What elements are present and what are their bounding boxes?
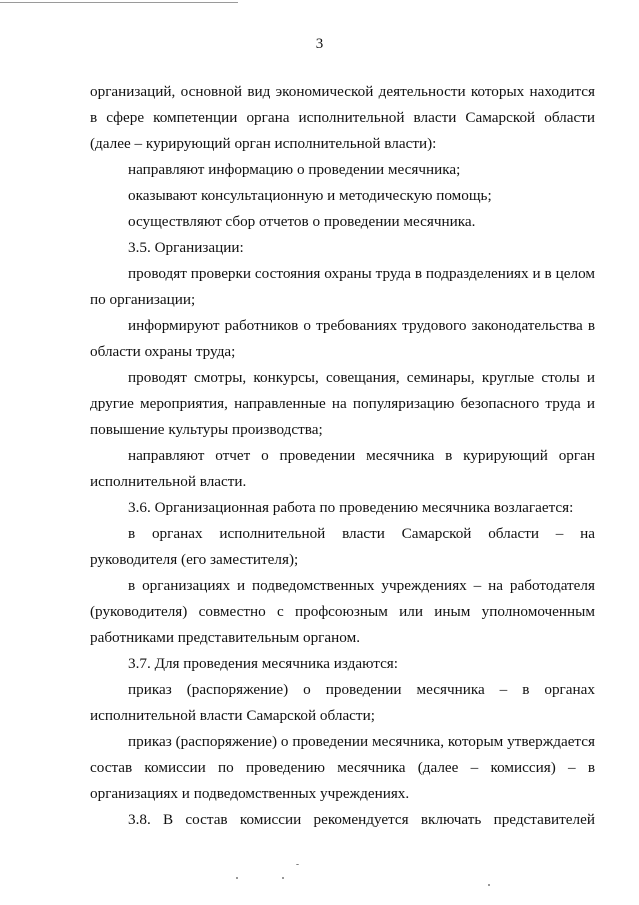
- section-3-7-heading: 3.7. Для проведения месячника издаются:: [128, 655, 399, 672]
- paragraph-3: оказывают консультационную и методическую помощь;: [128, 187, 492, 204]
- paragraph-7: информируют работников о требованиях трудового законодательства в области охраны труда;: [90, 317, 595, 360]
- paragraph-12: в организациях и подведомственных учреждениях – на работодателя (руководителя) совместно с профсоюзным или иным уполномоченным работниками представительным органом.: [90, 577, 595, 646]
- scan-speck: [488, 884, 490, 886]
- paragraph-11: в органах исполнительной власти Самарской области – на руководителя (его заместителя);: [90, 525, 595, 568]
- paragraph-8: проводят смотры, конкурсы, совещания, семинары, круглые столы и другие мероприятия, направленные на популяризацию безопасного труда и повышение культуры производства;: [90, 369, 595, 438]
- scan-speck: [236, 877, 238, 879]
- document-body: [90, 79, 595, 833]
- scan-speck: [282, 877, 284, 879]
- paragraph-15: приказ (распоряжение) о проведении месячника, которым утверждается состав комиссии по проведению месячника (далее – комиссия) – в организациях и подведомственных учреждениях.: [90, 733, 595, 802]
- paragraph-9: направляют отчет о проведении месячника в курирующий орган исполнительной власти.: [90, 447, 595, 490]
- paragraph-4: осуществляют сбор отчетов о проведении месячника.: [128, 213, 476, 230]
- page-number: 3: [315, 36, 324, 52]
- paragraph-2: направляют информацию о проведении месячника;: [128, 161, 461, 178]
- section-3-6-heading: 3.6. Организационная работа по проведению месячника возлагается:: [128, 499, 574, 516]
- paragraph-1: организаций, основной вид экономической деятельности которых находится в сфере компетенции органа исполнительной власти Самарской области (далее – курирующий орган исполнительной власти):: [90, 83, 595, 152]
- scan-speck: [296, 864, 299, 865]
- header-rule: [0, 2, 238, 3]
- paragraph-6: проводят проверки состояния охраны труда в подразделениях и в целом по организации;: [90, 265, 595, 308]
- section-3-5-heading: 3.5. Организации:: [128, 239, 244, 256]
- section-3-8-heading: 3.8. В состав комиссии рекомендуется включать представителей: [128, 811, 595, 828]
- paragraph-14: приказ (распоряжение) о проведении месячника – в органах исполнительной власти Самарской области;: [90, 681, 595, 724]
